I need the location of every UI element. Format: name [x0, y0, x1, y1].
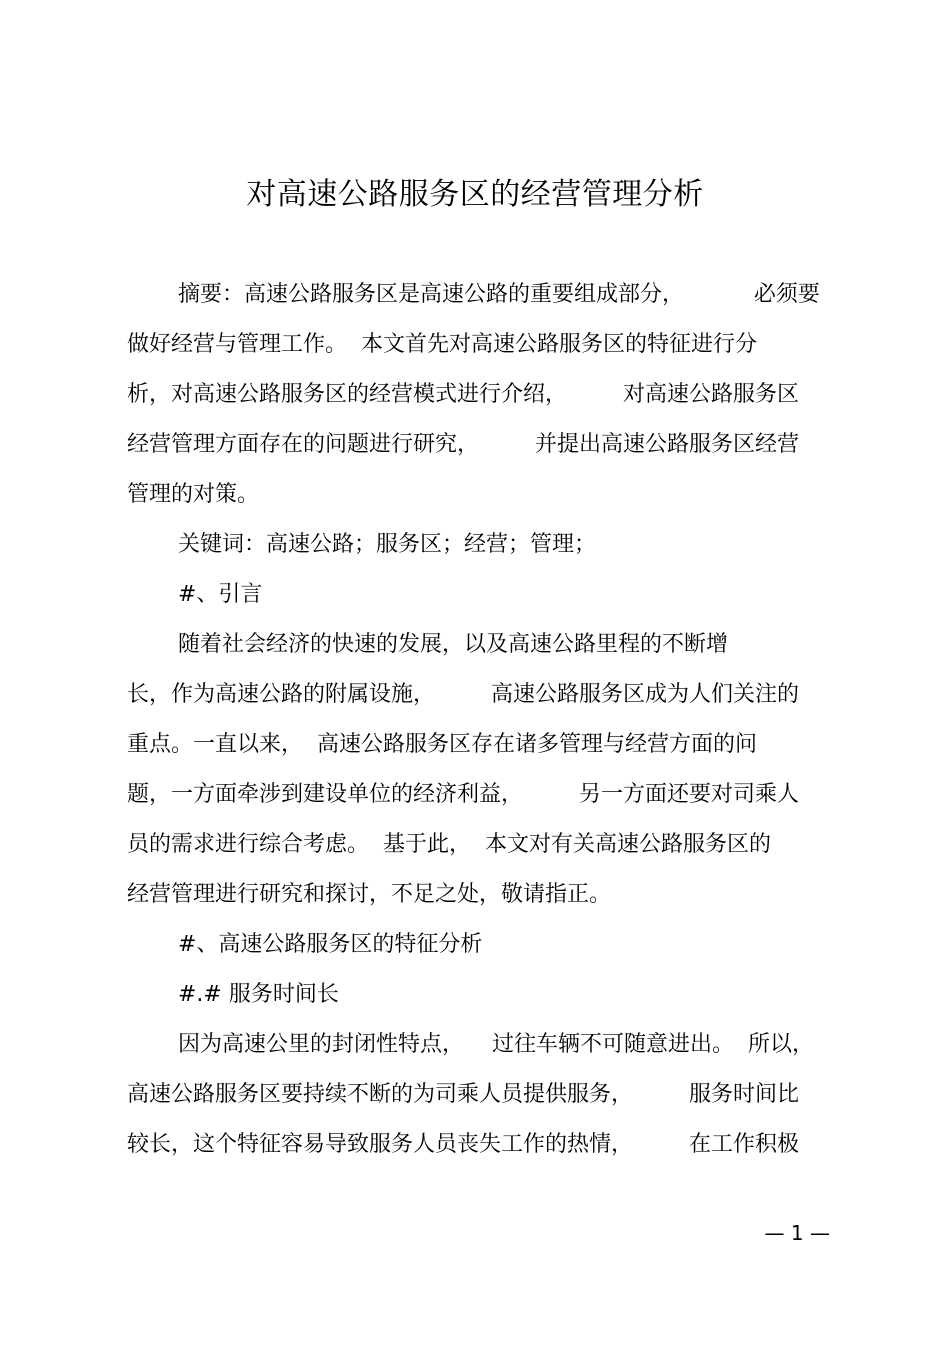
keywords-line: 关键词：高速公路；服务区；经营；管理；	[178, 532, 597, 557]
abstract-line-4: 经营管理方面存在的问题进行研究， 并提出高速公路服务区经营	[127, 432, 799, 457]
body-line-2: 高速公路服务区要持续不断的为司乘人员提供服务， 服务时间比	[127, 1082, 799, 1107]
document-title: 对高速公路服务区的经营管理分析	[246, 177, 704, 212]
intro-line-2: 长，作为高速公路的附属设施， 高速公路服务区成为人们关注的	[127, 682, 799, 707]
intro-line-3: 重点。一直以来， 高速公路服务区存在诸多管理与经营方面的问	[127, 732, 757, 757]
abstract-line-2: 做好经营与管理工作。 本文首先对高速公路服务区的特征进行分	[127, 332, 757, 357]
intro-line-1: 随着社会经济的快速的发展，以及高速公路里程的不断增	[178, 632, 729, 657]
intro-line-5: 员的需求进行综合考虑。 基于此， 本文对有关高速公路服务区的	[127, 832, 771, 857]
intro-line-4: 题，一方面牵涉到建设单位的经济利益， 另一方面还要对司乘人	[127, 782, 799, 807]
body-line-3: 较长，这个特征容易导致服务人员丧失工作的热情， 在工作积极	[127, 1132, 799, 1157]
abstract-line-1: 摘要：高速公路服务区是高速公路的重要组成部分， 必须要	[178, 282, 820, 307]
section-heading-features: #、高速公路服务区的特征分析	[178, 932, 483, 957]
body-line-1: 因为高速公里的封闭性特点， 过往车辆不可随意进出。 所以，	[178, 1032, 814, 1057]
page-number: — 1 —	[764, 1221, 830, 1245]
intro-line-6: 经营管理进行研究和探讨，不足之处，敬请指正。	[127, 882, 612, 907]
subsection-heading-service-time: #.# 服务时间长	[178, 982, 339, 1007]
abstract-line-3: 析，对高速公路服务区的经营模式进行介绍， 对高速公路服务区	[127, 382, 799, 407]
abstract-line-5: 管理的对策。	[127, 482, 260, 507]
section-heading-intro: #、引言	[178, 582, 263, 607]
